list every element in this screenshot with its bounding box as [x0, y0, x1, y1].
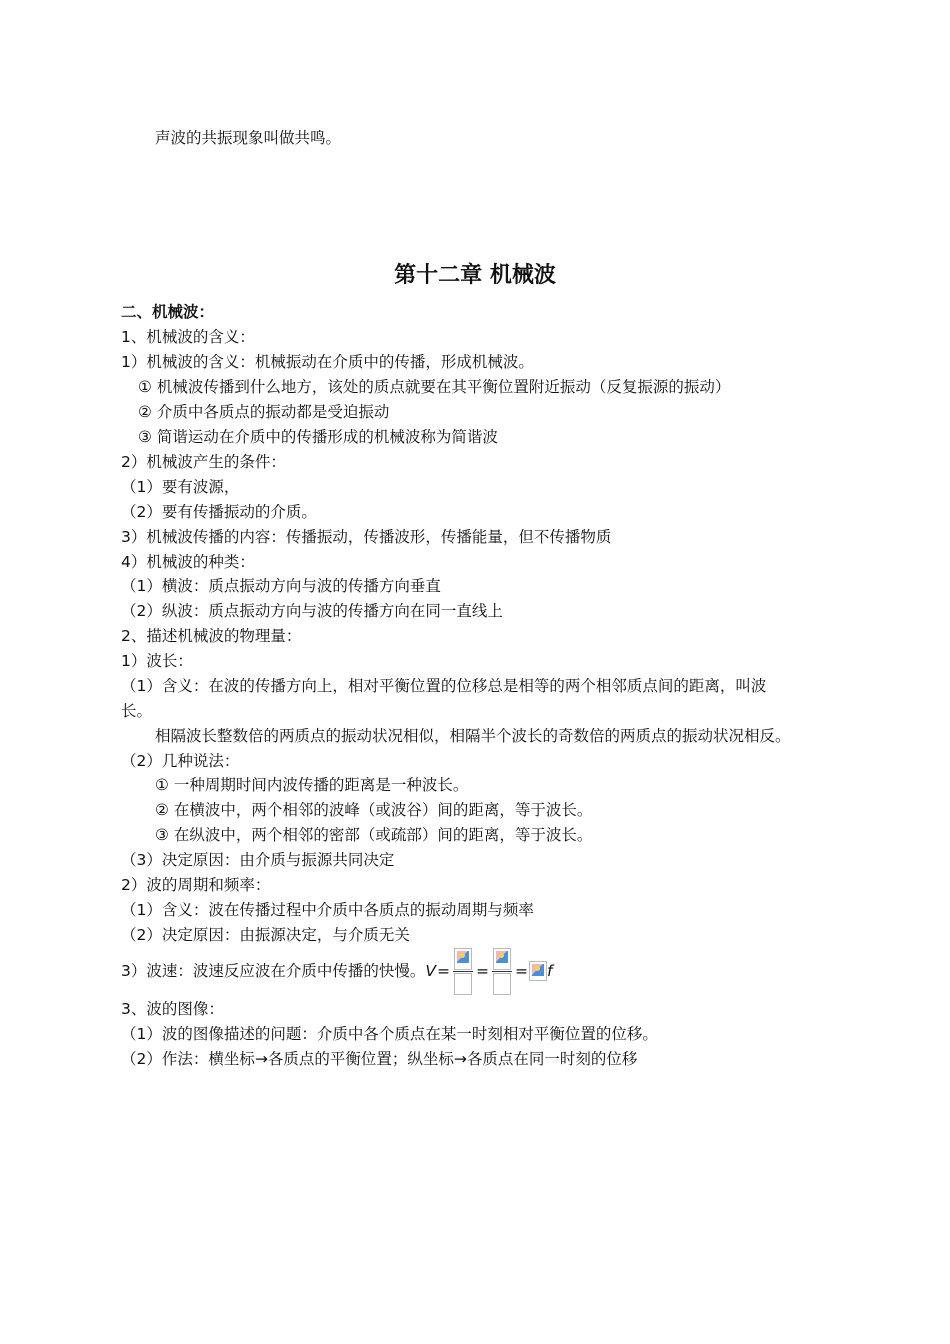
text-line: ① 一种周期时间内波传播的距离是一种波长。: [155, 776, 469, 794]
f-symbol: f: [546, 962, 553, 980]
text-line: 1）机械波的含义：机械振动在介质中的传播，形成机械波。: [121, 353, 534, 371]
text-line: 相隔波长整数倍的两质点的振动状况相似，相隔半个波长的奇数倍的两质点的振动状况相反。: [155, 727, 791, 745]
fraction-bar: [453, 971, 473, 972]
text-line: （2）纵波：质点振动方向与波的传播方向在同一直线上: [121, 602, 503, 620]
fraction-x-over-t: [492, 948, 512, 995]
text-line: 1）波长：: [121, 652, 193, 670]
equals-sign: =: [475, 962, 489, 980]
text-line: 3、波的图像：: [121, 1000, 224, 1018]
text-line: （1）波的图像描述的问题：介质中各个质点在某一时刻相对平衡位置的位移。: [121, 1025, 658, 1043]
text-line: 3）机械波传播的内容：传播振动，传播波形，传播能量，但不传播物质: [121, 528, 612, 546]
text-line: （1）要有波源，: [121, 478, 240, 496]
text-line: 4）机械波的种类：: [121, 553, 255, 571]
text-line: （2）作法：横坐标→各质点的平衡位置；纵坐标→各质点在同一时刻的位移: [121, 1050, 638, 1068]
text-line: （2）决定原因：由振源决定，与介质无关: [121, 926, 410, 944]
formula-image-icon: [454, 948, 472, 970]
formula-image-placeholder: [454, 973, 472, 995]
text-line: （3）决定原因：由介质与振源共同决定: [121, 851, 395, 869]
intro-line: 声波的共振现象叫做共鸣。: [155, 129, 342, 147]
text-line: ③ 简谐运动在介质中的传播形成的机械波称为简谐波: [138, 428, 498, 446]
text-line: 2）机械波产生的条件：: [121, 453, 286, 471]
text-line: ② 介质中各质点的振动都是受迫振动: [138, 403, 390, 421]
lambda-image-icon: [529, 961, 547, 981]
text-line: （1）含义：波在传播过程中介质中各质点的振动周期与频率: [121, 901, 534, 919]
text-line: （2）要有传播振动的介质。: [121, 503, 317, 521]
text-line: ③ 在纵波中，两个相邻的密部（或疏部）间的距离，等于波长。: [155, 826, 593, 844]
text-line: ② 在横波中，两个相邻的波峰（或波谷）间的距离，等于波长。: [155, 801, 593, 819]
text-line: ① 机械波传播到什么地方，该处的质点就要在其平衡位置附近振动（反复振源的振动）: [138, 378, 731, 396]
wave-speed-line: [121, 946, 552, 996]
text-line: （2）几种说法：: [121, 752, 240, 770]
equals-sign: =: [514, 962, 528, 980]
wave-speed-text: 3）波速：波速反应波在介质中传播的快慢。: [121, 962, 426, 980]
text-line: 2、描述机械波的物理量：: [121, 627, 302, 645]
formula-image-placeholder: [493, 973, 511, 995]
v-symbol: V: [425, 962, 436, 980]
text-line: 2）波的周期和频率：: [121, 876, 271, 894]
wave-speed-formula: [425, 948, 552, 995]
equals-sign: =: [436, 962, 450, 980]
text-line: （1）横波：质点振动方向与波的传播方向垂直: [121, 577, 441, 595]
text-line: （1）含义：在波的传播方向上，相对平衡位置的位移总是相等的两个相邻质点间的距离，叫波: [121, 677, 767, 695]
formula-image-icon: [493, 948, 511, 970]
section-heading: 二、机械波：: [121, 303, 215, 321]
fraction-lambda-over-t: [453, 948, 473, 995]
chapter-title: 第十二章 机械波: [394, 263, 556, 288]
text-line: 长。: [121, 702, 153, 720]
fraction-bar: [492, 971, 512, 972]
text-line: 1、机械波的含义：: [121, 328, 255, 346]
